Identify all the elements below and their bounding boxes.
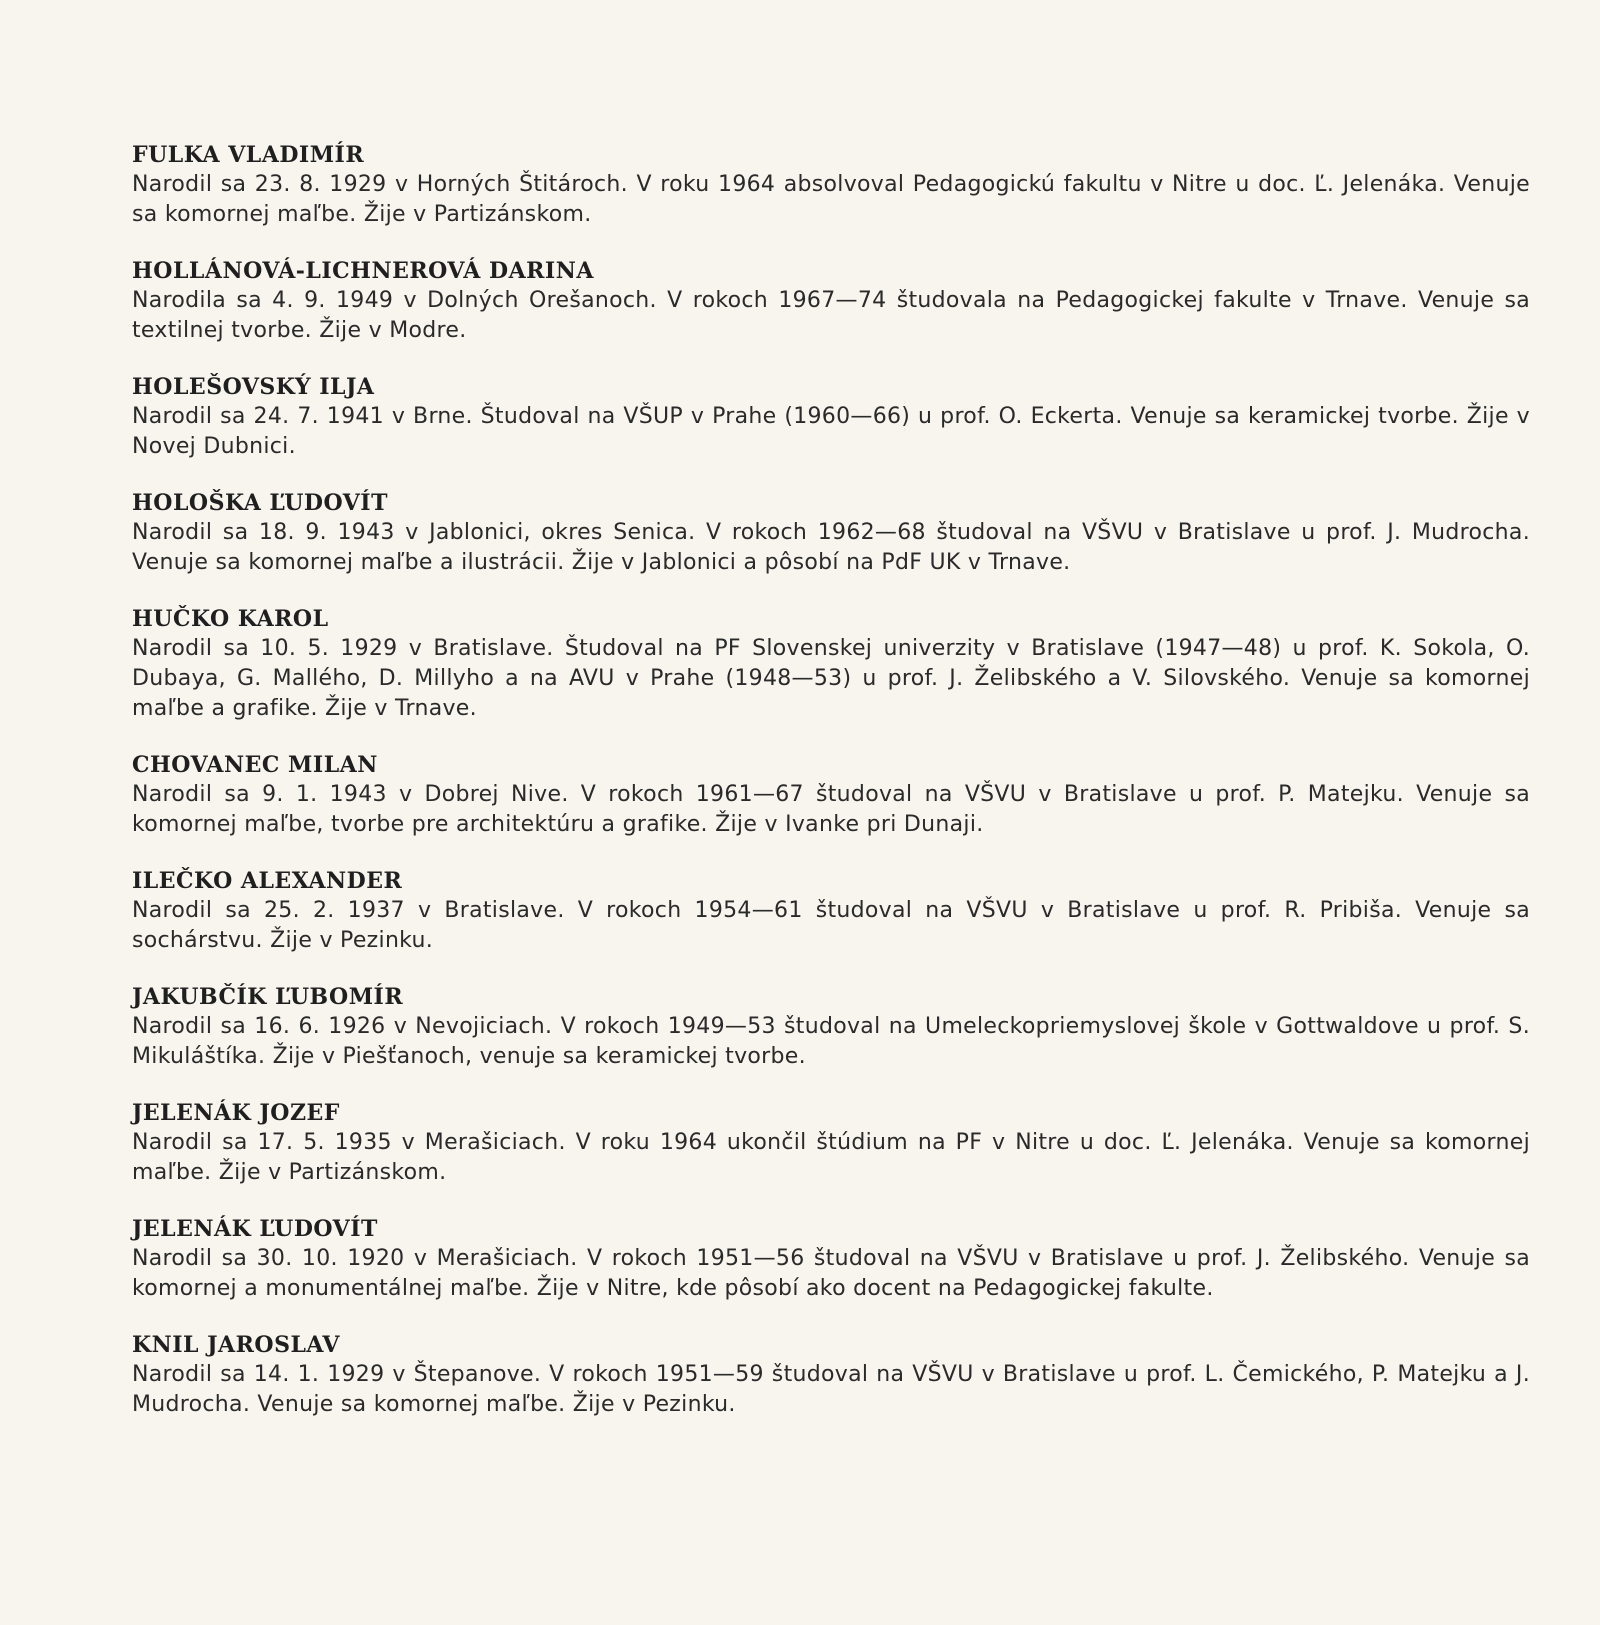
artist-name: KNIL JAROSLAV xyxy=(132,1332,340,1358)
artist-biography: Narodil sa 30. 10. 1920 v Merašiciach. V rokoch 1951—56 študoval na VŠVU v Bratislave u prof. J. Želibského. Venuje sa komornej a monumentálnej maľbe. Žije v Nitre, kde pôsobí ako docent na Pedagogickej fakulte. xyxy=(132,1246,1530,1301)
biography-entry xyxy=(132,982,1530,1072)
artist-name: JAKUBČÍK ĽUBOMÍR xyxy=(132,984,404,1010)
artist-name: JELENÁK ĽUDOVÍT xyxy=(132,1216,378,1242)
artist-name: ILEČKO ALEXANDER xyxy=(132,868,403,894)
artist-name: FULKA VLADIMÍR xyxy=(132,142,365,168)
artist-name: HOLEŠOVSKÝ ILJA xyxy=(132,374,375,400)
artist-biography: Narodil sa 18. 9. 1943 v Jablonici, okres Senica. V rokoch 1962—68 študoval na VŠVU v Bratislave u prof. J. Mudrocha. Venuje sa komornej maľbe a ilustrácii. Žije v Jablonici a pôsobí na PdF UK v Trnave. xyxy=(132,520,1530,575)
biography-entry xyxy=(132,1214,1530,1304)
artist-biography: Narodila sa 4. 9. 1949 v Dolných Orešanoch. V rokoch 1967—74 študovala na Pedagogickej fakulte v Trnave. Venuje sa textilnej tvorbe. Žije v Modre. xyxy=(132,288,1530,343)
biography-entry xyxy=(132,1330,1530,1420)
artist-biographies-page xyxy=(132,140,1530,1446)
biography-entry xyxy=(132,256,1530,346)
artist-name: JELENÁK JOZEF xyxy=(132,1100,340,1126)
artist-name: CHOVANEC MILAN xyxy=(132,752,378,778)
artist-biography: Narodil sa 10. 5. 1929 v Bratislave. Študoval na PF Slovenskej univerzity v Bratislave (1947—48) u prof. K. Sokola, O. Dubaya, G. Mallého, D. Millyho a na AVU v Prahe (1948—53) u prof. J. Želibského a V. Silovského. Venuje sa komornej maľbe a grafike. Žije v Trnave. xyxy=(132,636,1530,721)
artist-name: HOLOŠKA ĽUDOVÍT xyxy=(132,490,388,516)
biography-entry xyxy=(132,488,1530,578)
artist-biography: Narodil sa 23. 8. 1929 v Horných Štitároch. V roku 1964 absolvoval Pedagogickú fakultu v Nitre u doc. Ľ. Jelenáka. Venuje sa komornej maľbe. Žije v Partizánskom. xyxy=(132,172,1530,227)
biography-entry xyxy=(132,866,1530,956)
biography-entry xyxy=(132,372,1530,462)
artist-name: HOLLÁNOVÁ-LICHNEROVÁ DARINA xyxy=(132,258,594,284)
artist-biography: Narodil sa 16. 6. 1926 v Nevojiciach. V rokoch 1949—53 študoval na Umeleckopriemyslovej škole v Gottwaldove u prof. S. Mikuláštíka. Žije v Piešťanoch, venuje sa keramickej tvorbe. xyxy=(132,1014,1530,1069)
artist-biography: Narodil sa 24. 7. 1941 v Brne. Študoval na VŠUP v Prahe (1960—66) u prof. O. Eckerta. Venuje sa keramickej tvorbe. Žije v Novej Dubnici. xyxy=(132,404,1530,459)
biography-entry xyxy=(132,604,1530,724)
artist-biography: Narodil sa 25. 2. 1937 v Bratislave. V rokoch 1954—61 študoval na VŠVU v Bratislave u prof. R. Pribiša. Venuje sa sochárstvu. Žije v Pezinku. xyxy=(132,898,1530,953)
biography-entry xyxy=(132,750,1530,840)
biography-entry xyxy=(132,140,1530,230)
artist-biography: Narodil sa 9. 1. 1943 v Dobrej Nive. V rokoch 1961—67 študoval na VŠVU v Bratislave u prof. P. Matejku. Venuje sa komornej maľbe, tvorbe pre architektúru a grafike. Žije v Ivanke pri Dunaji. xyxy=(132,782,1530,837)
biography-entry xyxy=(132,1098,1530,1188)
artist-biography: Narodil sa 17. 5. 1935 v Merašiciach. V roku 1964 ukončil štúdium na PF v Nitre u doc. Ľ. Jelenáka. Venuje sa komornej maľbe. Žije v Partizánskom. xyxy=(132,1130,1530,1185)
artist-name: HUČKO KAROL xyxy=(132,606,329,632)
artist-biography: Narodil sa 14. 1. 1929 v Štepanove. V rokoch 1951—59 študoval na VŠVU v Bratislave u prof. L. Čemického, P. Matejku a J. Mudrocha. Venuje sa komornej maľbe. Žije v Pezinku. xyxy=(132,1362,1530,1417)
